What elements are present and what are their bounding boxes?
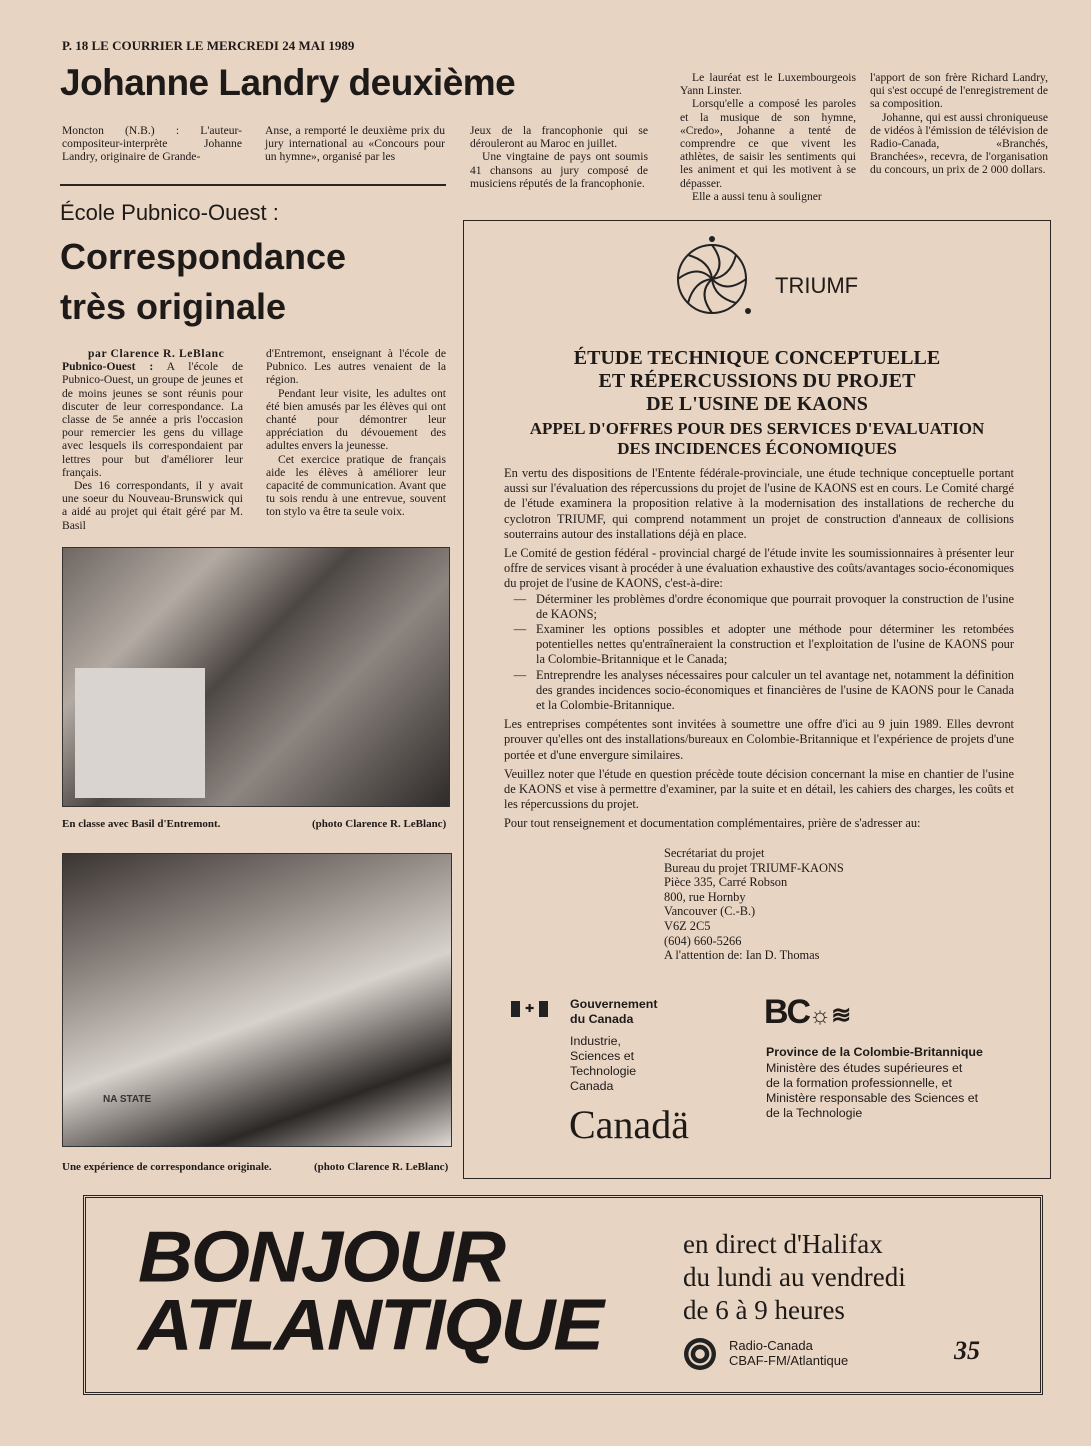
subtitle-line: APPEL D'OFFRES POUR DES SERVICES D'EVALUATION	[529, 419, 985, 438]
paragraph: Cet exercice pratique de français aide les élèves à améliorer leur capacité de communication. Avant que tu sois rendu à une entrevue, souvent ton stylo va être ta seule voix.	[266, 452, 446, 519]
page-header: P. 18 LE COURRIER LE MERCREDI 24 MAI 1989	[62, 38, 355, 53]
address-line: (604) 660-5266	[664, 933, 742, 948]
article1-col2	[265, 124, 445, 164]
department-label	[570, 1034, 636, 1094]
bullet-item	[504, 622, 1014, 668]
paragraph: l'apport de son frère Richard Landry, qui s'est occupé de l'enregistrement de sa composition.	[870, 71, 1048, 111]
bc-logo	[764, 993, 851, 1032]
paragraph: Jeux de la francophonie qui se dérouleront au Maroc en juillet.	[470, 124, 648, 151]
byline: par Clarence R. LeBlanc	[88, 347, 225, 360]
headline-line: très originale	[60, 286, 287, 327]
shirt-text: NA STATE	[103, 1094, 152, 1105]
ministry-line: de la formation professionnelle, et	[766, 1076, 952, 1090]
schedule-line: de 6 à 9 heures	[683, 1295, 845, 1325]
station-line: CBAF-FM/Atlantique	[729, 1353, 849, 1368]
paragraph: Pendant leur visite, les adultes ont été bien amusés par les élèves qui ont chanté pour démontrer leur appréciation du dévouement des adultes envers la jeunesse.	[266, 386, 446, 453]
dept-line: Canada	[570, 1079, 614, 1093]
dash: —	[513, 667, 527, 682]
bc-ministry-label	[766, 1061, 978, 1121]
gov-canada-label	[570, 997, 657, 1027]
gov-line: Gouvernement	[570, 997, 658, 1011]
bullet-text: Déterminer les problèmes d'ordre économique que pourrait provoquer la construction de l'usine de KAONS;	[536, 591, 1014, 621]
gov-line: du Canada	[570, 1012, 634, 1026]
ad-body	[504, 466, 1014, 836]
dept-line: Technologie	[570, 1064, 637, 1078]
ministry-line: Ministère responsable des Sciences et	[766, 1091, 979, 1105]
schedule-text	[683, 1228, 906, 1327]
photo1-caption: En classe avec Basil d'Entremont.	[62, 818, 221, 830]
paragraph: Des 16 correspondants, il y avait une soeur du Nouveau-Brunswick qui a aidé au projet qui était géré par M. Basil	[62, 479, 243, 532]
bc-sun-icon: ☼≋	[809, 1002, 852, 1029]
address-line: Pièce 335, Carré Robson	[664, 875, 788, 890]
article1-col5	[870, 71, 1048, 177]
divider	[60, 184, 446, 186]
article2-headline	[60, 232, 346, 332]
paragraph: Lorsqu'elle a composé les paroles et la musique de son hymne, «Credo», Johanne a tenté de comprendre ce que vivent les athlètes, de saisir les sentiments qui les animent et qui les motivent à se dépasser.	[680, 97, 856, 190]
bonjour-logo-line1: BONJOUR	[138, 1217, 505, 1298]
paragraph: Johanne, qui est aussi chroniqueuse de vidéos à l'émission de télévision de Radio-Canada, «Branchés, Branchées», recevra, de l'organisation du concours, un prix de 2 000 dollars.	[870, 110, 1048, 177]
bullet-text: Examiner les options possibles et adopter une méthode pour déterminer les retombées potentielles nettes qu'entraîneraient la construction et l'exploitation de l'usine de KAONS pour la Colombie-Britannique et le Canada;	[536, 622, 1014, 667]
paragraph: Veuillez noter que l'étude en question précède toute décision concernant la mise en chantier de l'usine de KAONS et vise à permettre d'examiner, par la suite et en détail, les cahiers des charges, les coûts et les répercussions du projet.	[504, 766, 1014, 812]
paragraph: A l'école de Pubnico-Ouest, un groupe de jeunes et de moins jeunes se sont réunis pour discuter de leur correspondance. La classe de 5e année a pris l'occasion pour remercier les gens du village avec lesquels ils correspondaient par lettres pour but d'améliorer leur français.	[62, 360, 243, 479]
station-line: Radio-Canada	[729, 1338, 813, 1353]
bonjour-atlantique-advertisement	[83, 1195, 1043, 1395]
paragraph: Anse, a remporté le deuxième prix du jury international au «Concours pour un hymne», organisé par les	[265, 124, 445, 164]
article2-kicker: École Pubnico-Ouest :	[60, 200, 279, 225]
address-line: A l'attention de: Ian D. Thomas	[664, 948, 820, 963]
article2-col1	[62, 347, 243, 532]
photo2-credit: (photo Clarence R. LeBlanc)	[314, 1161, 449, 1173]
ad-title	[464, 347, 1050, 416]
classroom-photo	[62, 547, 450, 807]
bullet-item	[504, 668, 1014, 714]
dash: —	[513, 591, 527, 606]
paragraph: Elle a aussi tenu à souligner	[692, 189, 822, 203]
canada-flag-icon: ✚	[511, 1001, 551, 1017]
ad-subtitle	[464, 419, 1050, 459]
article1-col3	[470, 124, 648, 190]
triumf-name: TRIUMF	[775, 273, 859, 298]
address-line: 800, rue Hornby	[664, 889, 746, 904]
anniversary-logo: 35	[954, 1336, 980, 1365]
dept-line: Sciences et	[570, 1049, 635, 1063]
radio-canada-logo-icon	[684, 1338, 716, 1370]
triumf-advertisement	[463, 220, 1051, 1179]
photo1-credit: (photo Clarence R. LeBlanc)	[312, 818, 447, 830]
photo-detail	[75, 668, 205, 798]
ministry-line: Ministère des études supérieures et	[766, 1061, 963, 1075]
subtitle-line: DES INCIDENCES ÉCONOMIQUES	[617, 439, 897, 458]
title-line: ÉTUDE TECHNIQUE CONCEPTUELLE	[573, 347, 941, 369]
article1-headline: Johanne Landry deuxième	[60, 62, 516, 103]
bc-province-label: Province de la Colombie-Britannique	[766, 1045, 983, 1059]
bc-logo-text: BC	[764, 993, 810, 1031]
title-line: DE L'USINE DE KAONS	[646, 393, 868, 415]
triumf-logo-icon	[672, 235, 752, 319]
photo2-caption: Une expérience de correspondance originale.	[62, 1161, 272, 1173]
headline-line: Correspondance	[60, 236, 347, 277]
paragraph: Pour tout renseignement et documentation complémentaires, prière de s'adresser au:	[504, 816, 921, 831]
paragraph: d'Entremont, enseignant à l'école de Pubnico. Les autres venaient de la région.	[266, 347, 446, 387]
students-photo	[62, 853, 452, 1147]
canada-wordmark: Canadä	[569, 1102, 689, 1147]
address-line: V6Z 2C5	[664, 918, 711, 933]
ministry-line: de la Technologie	[766, 1106, 863, 1120]
article1-col1	[62, 124, 242, 164]
dash: —	[513, 622, 527, 637]
bullet-item	[504, 592, 1014, 622]
bonjour-logo-line2: ATLANTIQUE	[138, 1285, 603, 1366]
paragraph: Les entreprises compétentes sont invitées à soumettre une offre d'ici au 9 juin 1989. Elles devront prouver qu'elles ont des installations/bureaux en Colombie-Britannique et l'expérience de projets d'une portée et d'une envergure similaires.	[504, 717, 1014, 762]
article2-col2	[266, 347, 446, 519]
paragraph: Le Comité de gestion fédéral - provincial chargé de l'étude invite les soumissionnaires à présenter leur offre de services visant à procéder à une évaluation exhaustive des coûts/avantages socio-économiques du projet de l'usine de KAONS, c'est-à-dire:	[504, 546, 1014, 591]
schedule-line: du lundi au vendredi	[683, 1262, 906, 1292]
bullet-text: Entreprendre les analyses nécessaires pour calculer un tel avantage net, notamment la définition des grandes incidences socio-économiques et financières de l'usine de KAONS pour le Canada et la Colombie-Britannique.	[536, 667, 1014, 713]
dateline: Pubnico-Ouest :	[62, 360, 154, 374]
address-line: Bureau du projet TRIUMF-KAONS	[664, 860, 844, 875]
contact-address	[664, 846, 844, 963]
paragraph: Le lauréat est le Luxembourgeois Yann Linster.	[680, 71, 856, 98]
title-line: ET RÉPERCUSSIONS DU PROJET	[598, 370, 916, 392]
paragraph: En vertu des dispositions de l'Entente fédérale-provinciale, une étude technique conceptuelle portant aussi sur l'évaluation des répercussions du projet de l'usine de KAONS est en cours. Le Comité chargé de l'étude examinera la proposition relative à la modernisation des installations de recherche du cyclotron TRIUMF, qui comprend notamment un projet de construction d'anneaux de collisions souterrains autour des installations déjà en place.	[504, 466, 1014, 541]
paragraph: Moncton (N.B.) : L'auteur-compositeur-interprète Johanne Landry, originaire de Grande-	[62, 124, 242, 164]
address-line: Secrétariat du projet	[664, 846, 765, 860]
dept-line: Industrie,	[570, 1034, 621, 1048]
address-line: Vancouver (C.-B.)	[664, 904, 756, 919]
article1-col4	[680, 71, 856, 203]
schedule-line: en direct d'Halifax	[683, 1229, 883, 1259]
paragraph: Une vingtaine de pays ont soumis 41 chansons au jury composé de musiciens réputés de la francophonie.	[470, 150, 648, 190]
station-label	[729, 1338, 848, 1368]
